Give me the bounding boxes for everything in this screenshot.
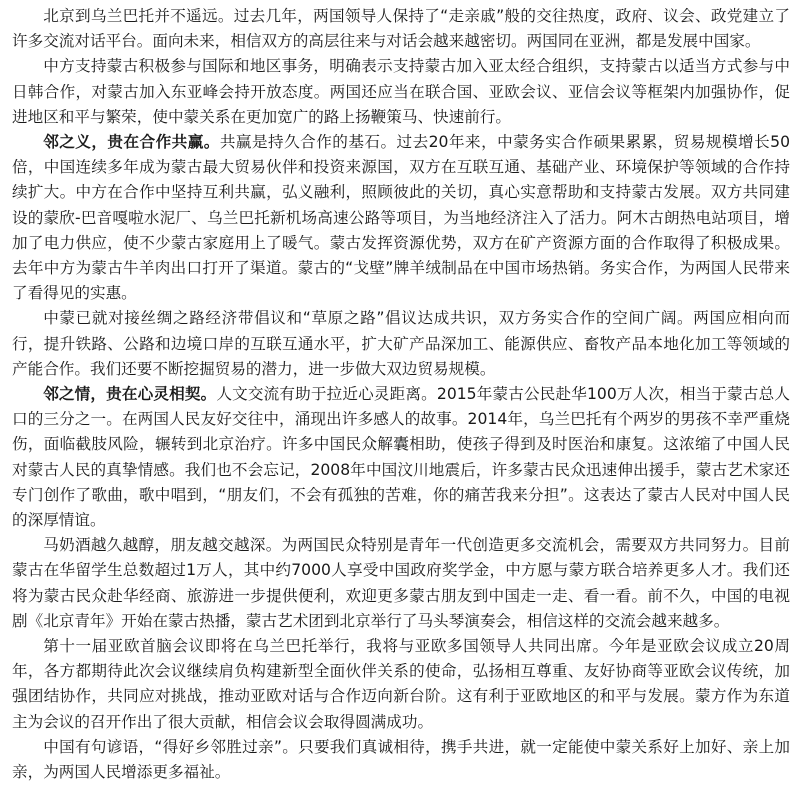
paragraph-text: 人文交流有助于拉近心灵距离。2015年蒙古公民赴华100万人次，相当于蒙古总人口的三分之一。在两国人民友好交往中，涌现出许多感人的故事。2014年，乌兰巴托有个两岁的男孩不幸严重烧伤，面临截肢风险，辗转到北京治疗。许多中国民众解囊相助，使孩子得到及时医治和康复。这浓缩了中国人民对蒙古人民的真挚情感。我们也不会忘记，2008年中国汶川地震后，许多蒙古民众迅速伸出援手，蒙古艺术家还专门创作了歌曲，歌中唱到，“朋友们，不会有孤独的苦难，你的痛苦我来分担”。这表达了蒙古人民对中国人民的深厚情谊。 bbox=[12, 385, 790, 530]
paragraph-text: 共赢是持久合作的基石。过去20年来，中蒙务实合作硕果累累，贸易规模增长50倍，中国连续多年成为蒙古最大贸易伙伴和投资来源国，双方在互联互通、基础产业、环境保护等领域的合作持续扩大。中方在合作中坚持互利共赢，弘义融利，照顾彼此的关切，真心实意帮助和支持蒙古发展。双方共同建设的蒙欣-巴音嘎啦水泥厂、乌兰巴托新机场高速公路等项目，为当地经济注入了活力。阿木古朗热电站项目，增加了电力供应，使不少蒙古家庭用上了暖气。蒙古发挥资源优势，双方在矿产资源方面的合作取得了积极成果。去年中方为蒙古牛羊肉出口打开了渠道。蒙古的“戈壁”牌羊绒制品在中国市场热销。务实合作，为两国人民带来了看得见的实惠。 bbox=[12, 133, 790, 303]
paragraph-lead: 邻之义，贵在合作共赢。 bbox=[43, 133, 220, 152]
paragraph-text: 中国有句谚语，“得好乡邻胜过亲”。只要我们真诚相待，携手共进，就一定能使中蒙关系好上加好、亲上加亲，为两国人民增添更多福祉。 bbox=[12, 737, 790, 782]
paragraph bbox=[12, 533, 790, 634]
paragraph bbox=[12, 54, 790, 130]
paragraph-lead: 邻之情，贵在心灵相契。 bbox=[43, 385, 217, 404]
paragraph-text: 中方支持蒙古积极参与国际和地区事务，明确表示支持蒙古加入亚太经合组织，支持蒙古以适当方式参与中日韩合作，对蒙古加入东亚峰会持开放态度。两国还应当在联合国、亚欧会议、亚信会议等框架内加强协作，促进地区和平与繁荣，使中蒙关系在更加宽广的路上扬鞭策马、快速前行。 bbox=[12, 57, 790, 126]
paragraph bbox=[12, 306, 790, 382]
paragraph bbox=[12, 634, 790, 735]
paragraph-text: 中蒙已就对接丝绸之路经济带倡议和“草原之路”倡议达成共识，双方务实合作的空间广阔。两国应相向而行，提升铁路、公路和边境口岸的互联互通水平，扩大矿产品深加工、能源供应、畜牧产品本地化加工等领域的产能合作。我们还要不断挖掘贸易的潜力，进一步做大双边贸易规模。 bbox=[12, 309, 790, 378]
paragraph bbox=[12, 130, 790, 306]
paragraph-text: 马奶酒越久越醇，朋友越交越深。为两国民众特别是青年一代创造更多交流机会，需要双方共同努力。目前蒙古在华留学生总数超过1万人，其中约7000人享受中国政府奖学金，中方愿与蒙方联合培养更多人才。我们还将为蒙古民众赴华经商、旅游进一步提供便利，欢迎更多蒙古朋友到中国走一走、看一看。前不久，中国的电视剧《北京青年》开始在蒙古热播，蒙古艺术团到北京举行了马头琴演奏会，相信这样的交流会越来越多。 bbox=[12, 536, 790, 630]
paragraph-text: 第十一届亚欧首脑会议即将在乌兰巴托举行，我将与亚欧多国领导人共同出席。今年是亚欧会议成立20周年，各方都期待此次会议继续肩负构建新型全面伙伴关系的使命，弘扬相互尊重、友好协商等亚欧会议传统，加强团结协作，共同应对挑战，推动亚欧对话与合作迈向新台阶。这有利于亚欧地区的和平与发展。蒙方作为东道主为会议的召开作出了很大贡献，相信会议会取得圆满成功。 bbox=[12, 637, 790, 731]
paragraph bbox=[12, 735, 790, 785]
paragraph bbox=[12, 382, 790, 533]
paragraph-text: 北京到乌兰巴托并不遥远。过去几年，两国领导人保持了“走亲戚”般的交往热度，政府、议会、政党建立了许多交流对话平台。面向未来，相信双方的高层往来与对话会越来越密切。两国同在亚洲，都是发展中国家。 bbox=[12, 7, 790, 51]
paragraph bbox=[12, 4, 790, 54]
